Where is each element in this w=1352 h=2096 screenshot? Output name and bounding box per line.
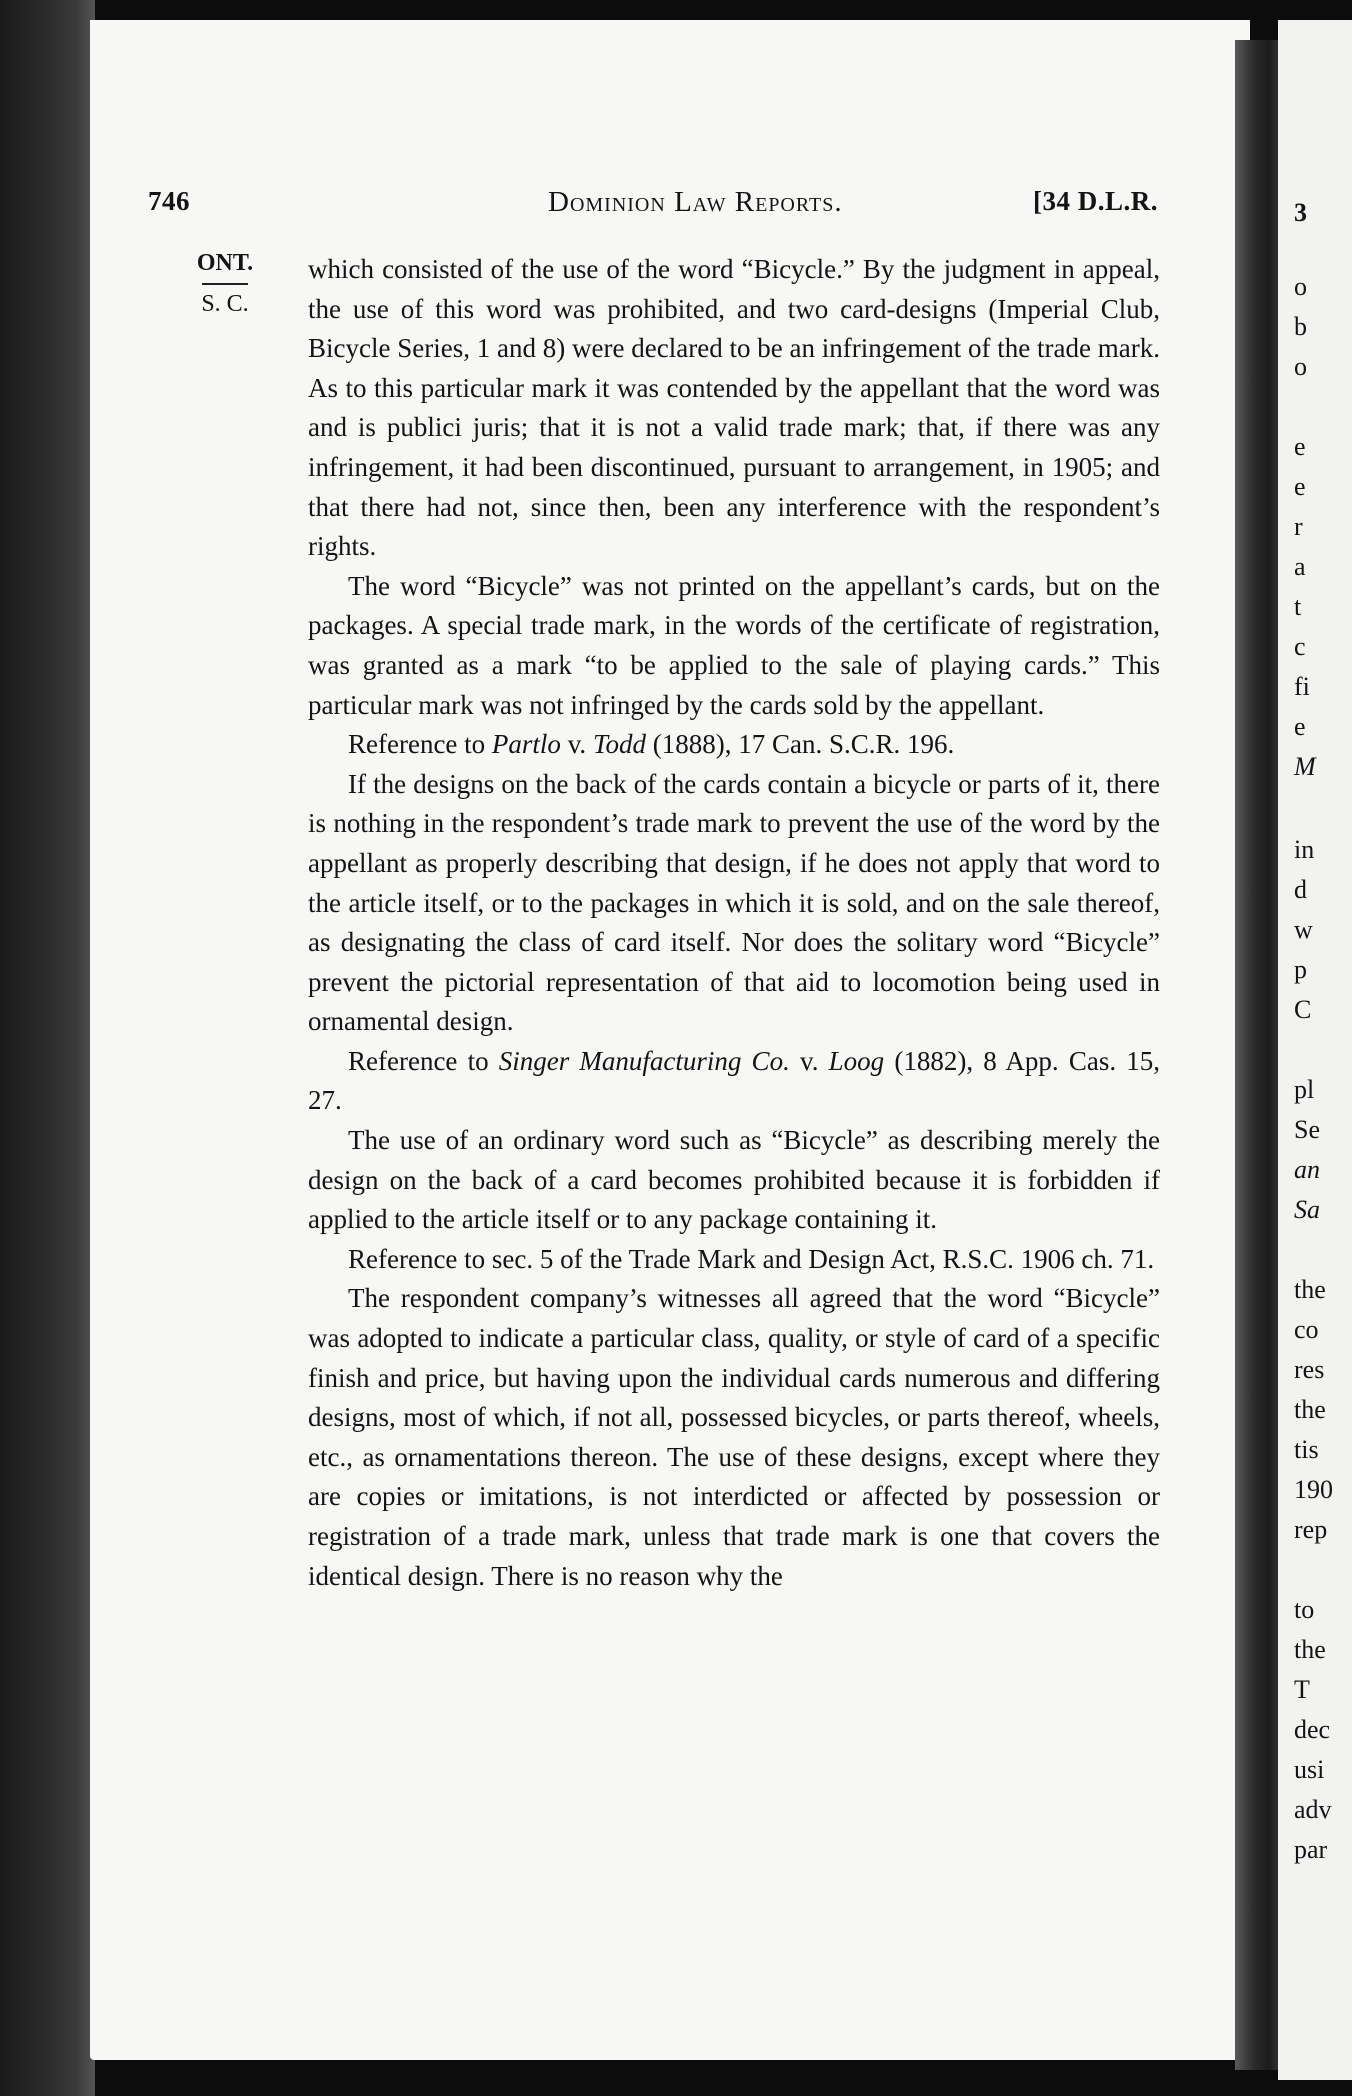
margin-rule bbox=[202, 283, 248, 285]
facing-page-line: o bbox=[1294, 272, 1307, 301]
paragraph: Reference to sec. 5 of the Trade Mark and Design Act, R.S.C. 1906 ch. 71. bbox=[348, 1243, 1155, 1274]
facing-page-line: in bbox=[1294, 835, 1315, 864]
body-text bbox=[308, 250, 1160, 1596]
paragraph: The use of an ordinary word such as “Bicycle” as describing merely the design on the back of a card becomes prohibited because it is forbidden if applied to the article itself or to any package containing it. bbox=[308, 1125, 1160, 1235]
case-reference bbox=[308, 725, 1160, 765]
facing-page-line: b bbox=[1294, 312, 1307, 341]
paragraph: If the designs on the back of the cards contain a bicycle or parts of it, there is nothing in the respondent’s trade mark to prevent the use of the word by the appellant as properly describing that design, if he does not apply that word to the article itself, or to the packages in which it is sold, and on the sale thereof, as designating the class of card itself. Nor does the solitary word “Bicycle” prevent the pictorial representation of that aid to locomotion being used in ornamental design. bbox=[308, 768, 1160, 1037]
running-head-title: Dominion Law Reports. bbox=[548, 186, 843, 218]
facing-page-line: c bbox=[1294, 632, 1306, 661]
margin-note bbox=[190, 250, 260, 318]
case-reference bbox=[308, 1042, 1160, 1121]
facing-page-line: r bbox=[1294, 512, 1303, 541]
running-head bbox=[148, 186, 1158, 226]
facing-page-line: to bbox=[1294, 1595, 1315, 1624]
facing-page-line: e bbox=[1294, 712, 1306, 741]
facing-page-line: M bbox=[1294, 752, 1316, 781]
facing-page-line: a bbox=[1294, 552, 1306, 581]
case-name: Partlo bbox=[491, 729, 561, 760]
facing-page-line: the bbox=[1294, 1635, 1326, 1664]
facing-page-line: e bbox=[1294, 432, 1306, 461]
facing-page-line: p bbox=[1294, 955, 1307, 984]
facing-page-line: e bbox=[1294, 472, 1306, 501]
margin-court: S. C. bbox=[201, 291, 249, 317]
case-name: Todd bbox=[592, 729, 646, 760]
facing-page-line: o bbox=[1294, 352, 1307, 381]
margin-jurisdiction: ONT. bbox=[196, 250, 254, 276]
versus: v. bbox=[789, 1045, 829, 1076]
case-name: Singer Manufacturing Co. bbox=[498, 1045, 790, 1076]
facing-page-line: 3 bbox=[1294, 198, 1307, 227]
facing-page-line: d bbox=[1294, 875, 1307, 904]
book-edge bbox=[0, 0, 95, 2096]
facing-page-line: t bbox=[1294, 592, 1302, 621]
facing-page-line: usi bbox=[1294, 1755, 1325, 1784]
facing-page-line: 190 bbox=[1294, 1475, 1333, 1504]
facing-page-line: pl bbox=[1294, 1075, 1315, 1104]
facing-page-fragment bbox=[1278, 20, 1352, 2080]
facing-page-line: w bbox=[1294, 915, 1313, 944]
citation: (1882), 8 App. Cas. 15, 27. bbox=[308, 1045, 1160, 1116]
reference-prefix: Reference to bbox=[348, 1045, 499, 1076]
facing-page-line: Sa bbox=[1294, 1195, 1320, 1224]
facing-page-line: C bbox=[1294, 995, 1312, 1024]
paragraph: The respondent company’s witnesses all agreed that the word “Bicycle” was adopted to indicate a particular class, quality, or style of card of a specific finish and price, but having upon the individual cards numerous and differing designs, most of which, if not all, possessed bicycles, or parts thereof, wheels, etc., as ornamentations thereon. The use of these designs, except where they are copies or imitations, is not interdicted or affected by possession or registration of a trade mark, unless that trade mark is one that covers the identical design. There is no reason why the bbox=[308, 1283, 1160, 1591]
facing-page-line: Se bbox=[1294, 1115, 1320, 1144]
reference-prefix: Reference to bbox=[348, 729, 492, 760]
facing-page-line: dec bbox=[1294, 1715, 1331, 1744]
facing-page-line: co bbox=[1294, 1315, 1319, 1344]
paragraph: The word “Bicycle” was not printed on the appellant’s cards, but on the packages. A special trade mark, in the words of the certificate of registration, was granted as a mark “to be applied to the sale of playing cards.” This particular mark was not infringed by the cards sold by the appellant. bbox=[308, 570, 1160, 720]
page-gutter bbox=[1235, 40, 1283, 2070]
page-number: 746 bbox=[148, 186, 190, 216]
facing-page-line: tis bbox=[1294, 1435, 1319, 1464]
citation: (1888), 17 Can. S.C.R. 196. bbox=[645, 729, 955, 760]
facing-page-line: an bbox=[1294, 1155, 1320, 1184]
facing-page-line: T bbox=[1294, 1675, 1310, 1704]
facing-page-line: the bbox=[1294, 1395, 1326, 1424]
running-head-citation: [34 D.L.R. bbox=[1033, 186, 1158, 216]
facing-page-line: res bbox=[1294, 1355, 1325, 1384]
facing-page-line: adv bbox=[1294, 1795, 1332, 1824]
facing-page-line: rep bbox=[1294, 1515, 1328, 1544]
versus: v. bbox=[560, 729, 593, 760]
facing-page-line: the bbox=[1294, 1275, 1326, 1304]
facing-page-line: fi bbox=[1294, 672, 1310, 701]
case-name: Loog bbox=[828, 1045, 885, 1076]
facing-page-line: par bbox=[1294, 1835, 1328, 1864]
paragraph: which consisted of the use of the word “Bicycle.” By the judgment in appeal, the use of this word was prohibited, and two card-designs (Imperial Club, Bicycle Series, 1 and 8) were declared to be an infringement of the trade mark. As to this particular mark it was contended by the appellant that the word was and is publici juris; that it is not a valid trade mark; that, if there was any infringement, it had been discontinued, pursuant to arrangement, in 1905; and that there had not, since then, been any interference with the respondent’s rights. bbox=[308, 254, 1160, 562]
